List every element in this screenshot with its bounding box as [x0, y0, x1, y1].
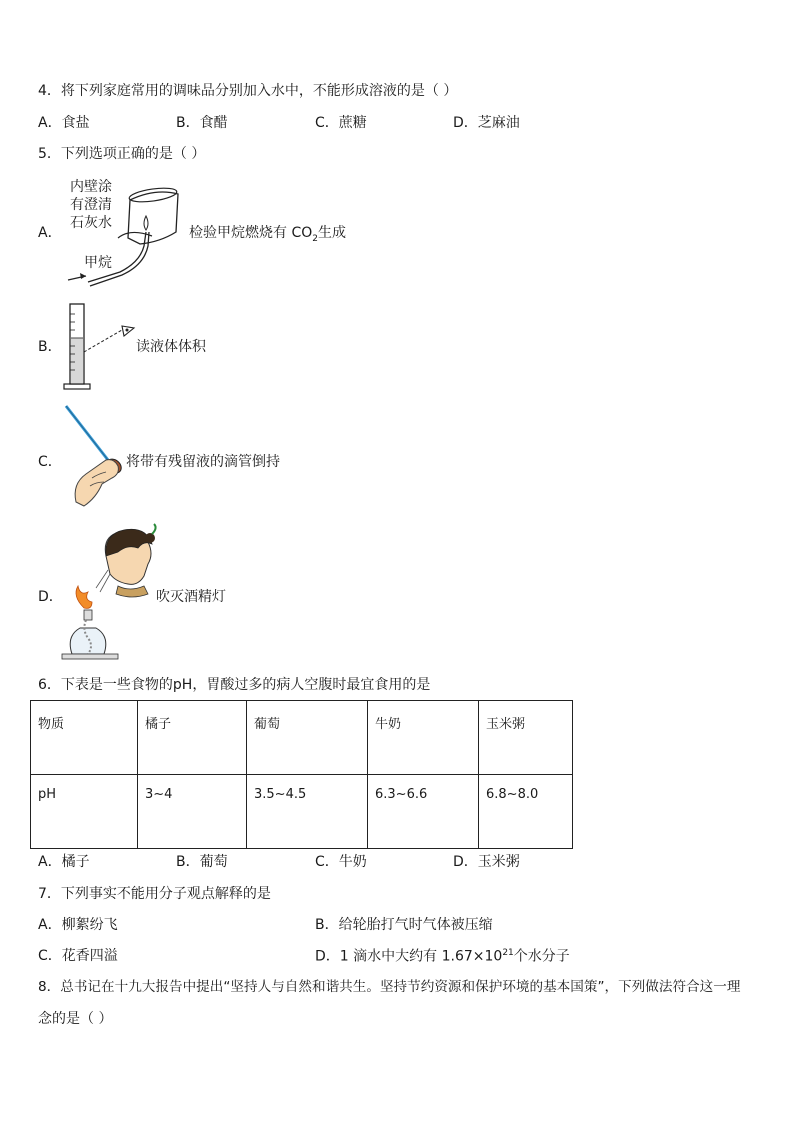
table-cell: 6.3~6.6 [368, 775, 479, 849]
q5-b-caption: 读液体体积 [136, 339, 206, 355]
table-cell: 橘子 [138, 701, 247, 775]
table-header-row [31, 701, 573, 775]
q4-option-d: D．芝麻油 [453, 115, 520, 131]
q6-stem: 6．下表是一些食物的pH，胃酸过多的病人空腹时最宜食用的是 [38, 677, 431, 693]
q5-a-beaker-label-2: 有澄清 [70, 197, 112, 213]
q6-option-b: B．葡萄 [176, 854, 228, 870]
q5-b-letter: B． [38, 339, 62, 355]
q4-option-a: A．食盐 [38, 115, 90, 131]
q5-d-letter: D． [38, 589, 63, 605]
q6-option-d: D．玉米粥 [453, 854, 520, 870]
dropper-in-hand-illustration [62, 402, 132, 512]
q5-a-letter: A． [38, 225, 62, 241]
q7-option-d [315, 949, 570, 964]
q5-a-caption-post: 生成 [317, 225, 346, 241]
table-cell: 玉米粥 [479, 701, 573, 775]
q4-option-c: C．蔗糖 [315, 115, 367, 131]
q4-stem: 4．将下列家庭常用的调味品分别加入水中，不能形成溶液的是（ ） [38, 83, 458, 99]
q5-c-letter: C． [38, 454, 62, 470]
q7-option-d-pre: D．1 滴水中大约有 1.67×10 [315, 948, 503, 965]
table-cell: 6.8~8.0 [479, 775, 573, 849]
q8-stem-line1: 8．总书记在十九大报告中提出“坚持人与自然和谐共生。坚持节约资源和保护环境的基本国策”，下列做法符合这一理 [38, 979, 741, 995]
graduated-cylinder-illustration [60, 302, 140, 392]
beaker-over-flame-illustration [60, 180, 190, 290]
q8-stem-line2: 念的是（ ） [38, 1011, 113, 1027]
table-cell: 物质 [31, 701, 138, 775]
q5-a-beaker-label-3: 石灰水 [70, 215, 112, 231]
table-cell: 3~4 [138, 775, 247, 849]
q7-option-b: B．给轮胎打气时气体被压缩 [315, 917, 493, 933]
q5-a-caption-pre: 检验甲烷燃烧有 CO [189, 225, 313, 241]
q7-option-d-sup: 21 [502, 948, 514, 958]
ph-table [30, 700, 573, 849]
q7-option-c: C．花香四溢 [38, 948, 118, 964]
q4-option-b: B．食醋 [176, 115, 228, 131]
q6-option-c: C．牛奶 [315, 854, 367, 870]
table-cell: 葡萄 [247, 701, 368, 775]
q7-option-d-post: 个水分子 [513, 948, 570, 965]
blowing-out-alcohol-lamp-illustration [58, 526, 158, 664]
q5-a-caption-sub: 2 [312, 233, 318, 244]
q5-d-caption: 吹灭酒精灯 [156, 589, 226, 605]
q5-c-caption: 将带有残留液的滴管倒持 [126, 454, 280, 470]
q5-a-beaker-label-1: 内壁涂 [70, 179, 112, 195]
table-cell: 牛奶 [368, 701, 479, 775]
q7-option-a: A．柳絮纷飞 [38, 917, 118, 933]
table-cell: pH [31, 775, 138, 849]
q5-a-gas-label: 甲烷 [84, 255, 112, 271]
table-cell: 3.5~4.5 [247, 775, 368, 849]
table-row [31, 775, 573, 849]
q6-option-a: A．橘子 [38, 854, 90, 870]
q5-a-caption [189, 226, 346, 244]
q5-stem: 5．下列选项正确的是（ ） [38, 146, 206, 162]
q7-stem: 7．下列事实不能用分子观点解释的是 [38, 886, 271, 902]
